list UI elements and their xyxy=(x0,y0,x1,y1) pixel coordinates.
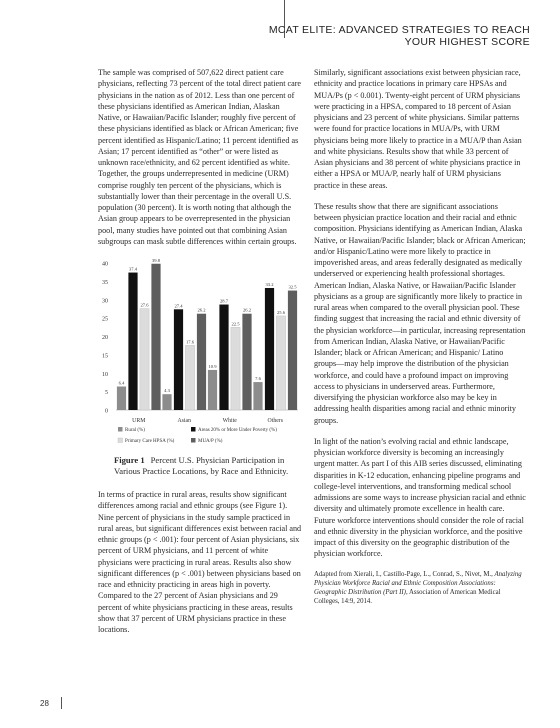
bar xyxy=(242,314,251,410)
bar-value-label: 7.6 xyxy=(255,376,261,382)
header-line-1: MCAT ELITE: ADVANCED STRATEGIES TO REACH xyxy=(268,24,530,36)
bar-value-label: 26.2 xyxy=(242,307,252,313)
right-paragraph-2: These results show that there are significant associations between physician practice location and their racial and ethnic composition. Physicians identifying as American Indian, Alaska Native, or Hawaiian/Pacific Islander; black or African American; and/or Hispanic/Latino were more likely to practice in impoverished areas, and areas federally designated as medically underserved or experiencing health professional shortages. American Indian, Alaska Native, or Hawaiian/Pacific Islander physicians as a group are significantly more likely to practice in rural areas when compared to the overall physician pool. These finding suggest that increasing the racial and ethnic diversity of the physician workforce—in particular, increasing representation from American Indian, Alaska Native, or Hawaiian/Pacific Islander; black or African American; and Hispanic/ Latino groups—may help improve the distribution of the physician workforce, and could have a profound impact on improving access to physicians in underserved areas. Furthermore, diversifying the physician workforce also may be key in addressing health disparities among racial and ethnic minority groups. xyxy=(314,201,526,425)
bar xyxy=(174,309,183,410)
page-number: 28 xyxy=(40,699,49,708)
left-paragraph-1: The sample was comprised of 507,622 direct patient care physicians, reflecting 73 percent of the total direct patient care physicians in the nation as of 2012. Less than one percent of these physicians identified as American Indian, Alaskan Native, or Hawaiian/Pacific Islander; roughly five percent of these physicians identified as black or African American; five percent identified as Hispanic/Latino; 11 percent identified as Asian; 17 percent identified as “other” or were listed as unknown race/ethnicity, and 62 percent identified as white. Together, the groups underrepresented in medicine (URM) comprise roughly ten percent of the physicians, which is substantially lower than their percentage in the overall U.S. population (30 percent). It is worth noting that although the Asian group appears to be overrepresented in the physician pool, many studies have pointed out that combining Asian subgroups can mask subtle differences within certain groups. xyxy=(98,68,302,246)
bar xyxy=(197,314,206,410)
y-tick-label: 5 xyxy=(105,390,108,397)
left-paragraph-2: In terms of practice in rural areas, results show significant differences among racial and ethnic groups (see Figure 1). Nine percent of physicians in the study sample practiced in rural areas, but significant differences exist between racial and ethnic groups (p < .001): four percent of Asian physicians, six percent of URM physicians, and 11 percent of white physicians were practicing in rural areas. Results also show significant differences (p < .001) between physicians based on race and ethnicity practicing in areas high in poverty. Compared to the 27 percent of Asian physicians and 29 percent of white physicians practicing in these areas, results show that 37 percent of URM physicians practice in these locations. xyxy=(98,490,302,634)
bar xyxy=(162,394,171,410)
x-category-label: White xyxy=(222,418,237,424)
y-tick-label: 15 xyxy=(102,353,108,360)
bar xyxy=(276,316,285,410)
y-tick-label: 25 xyxy=(102,316,108,323)
practice-location-bar-chart xyxy=(98,257,303,473)
bar-value-label: 25.6 xyxy=(276,309,286,315)
legend-label: Areas 20% or More Under Poverty (%) xyxy=(198,428,277,433)
bar xyxy=(117,386,126,410)
bar-value-label: 22.5 xyxy=(231,321,240,327)
y-tick-label: 10 xyxy=(102,371,108,378)
bar xyxy=(185,345,194,410)
y-tick-label: 35 xyxy=(102,279,108,286)
bar xyxy=(128,273,137,410)
source-publisher: , Association of American Medical Colleges, 14:9, 2014. xyxy=(314,589,501,606)
figure-label: Figure 1 xyxy=(114,455,145,465)
figure-caption-text: Percent U.S. Physician Participation in Various Practice Locations, by Race and Ethnicity. xyxy=(114,455,289,476)
right-paragraph-1: Similarly, significant associations exist between physician race, ethnicity and practice locations in primary care HPSAs and MUA/Ps (p < 0.001). Twenty-eight percent of URM physicians were practicing in a HPSA, compared to 18 percent of Asian physicians and 23 percent of white physicians. Similar patterns were found for practice locations in MUA/Ps, with URM physicians being more likely to practice in a MUA/P than Asian and white physicians. Results show that while 33 percent of Asian physicians and 38 percent of white physicians practice in either a HPSA or MUA/P, nearly half of URM physicians practice in these areas. xyxy=(314,68,522,190)
legend-swatch xyxy=(191,438,196,443)
bar-value-label: 33.2 xyxy=(265,281,274,287)
y-tick-label: 30 xyxy=(102,298,108,305)
bar xyxy=(219,305,228,410)
right-column xyxy=(314,67,526,617)
x-category-label: URM xyxy=(132,418,146,424)
x-category-label: Others xyxy=(267,418,283,424)
legend-label: Rural (%) xyxy=(125,428,145,433)
header-line-2: YOUR HIGHEST SCORE xyxy=(404,36,530,48)
running-header xyxy=(269,24,530,48)
bar xyxy=(231,327,240,410)
bar-value-label: 37.4 xyxy=(128,266,138,272)
y-tick-label: 40 xyxy=(102,261,108,268)
bar-value-label: 4.3 xyxy=(164,388,170,394)
bar xyxy=(208,370,217,410)
legend-swatch xyxy=(191,427,196,432)
legend-swatch xyxy=(118,427,123,432)
bar-value-label: 27.4 xyxy=(174,303,183,309)
source-citation xyxy=(314,570,526,607)
bar-value-label: 26.2 xyxy=(197,307,206,313)
bar-value-label: 39.8 xyxy=(151,257,161,263)
bar-value-label: 28.7 xyxy=(219,298,229,304)
bar xyxy=(288,291,297,410)
y-tick-label: 20 xyxy=(102,335,108,341)
bar xyxy=(265,288,274,410)
bar-value-label: 6.4 xyxy=(118,380,125,386)
bar-value-label: 27.6 xyxy=(140,302,149,308)
source-title: Analyzing Physician Workforce Racial and Ethnic Composition Associations: Geographic Distribution (Part II) xyxy=(314,570,522,597)
bar-value-label: 32.5 xyxy=(288,284,297,290)
bar-value-label: 10.9 xyxy=(208,363,217,369)
legend-label: Primary Care HPSA (%) xyxy=(125,439,175,444)
y-tick-label: 0 xyxy=(105,408,108,415)
page-number-separator xyxy=(61,697,62,709)
bar-value-label: 17.6 xyxy=(185,339,195,345)
bar xyxy=(140,309,149,410)
source-authors: Adapted from Xierali, I., Castillo-Page, L., Conrad, S., Nivet, M., xyxy=(314,570,495,578)
bar xyxy=(253,382,262,410)
legend-swatch xyxy=(118,438,123,443)
bar xyxy=(151,264,160,410)
right-paragraph-3: In light of the nation’s evolving racial and ethnic landscape, physician workforce diversity is becoming an increasingly urgent matter. As part I of this AIB series discussed, eliminating disparities in K-12 education, enhancing pipeline programs and college-level interventions, and transforming medical school admissions are some ways to increase physician racial and ethnic diversity and ultimately promote excellence in health care. Future workforce interventions should consider the role of racial and ethnic diversity in the physician workforce, and the positive impact of this diversity on the geographic distribution of the physician workforce. xyxy=(314,436,526,559)
x-category-label: Asian xyxy=(177,418,192,424)
legend-label: MUA/P (%) xyxy=(198,439,223,444)
